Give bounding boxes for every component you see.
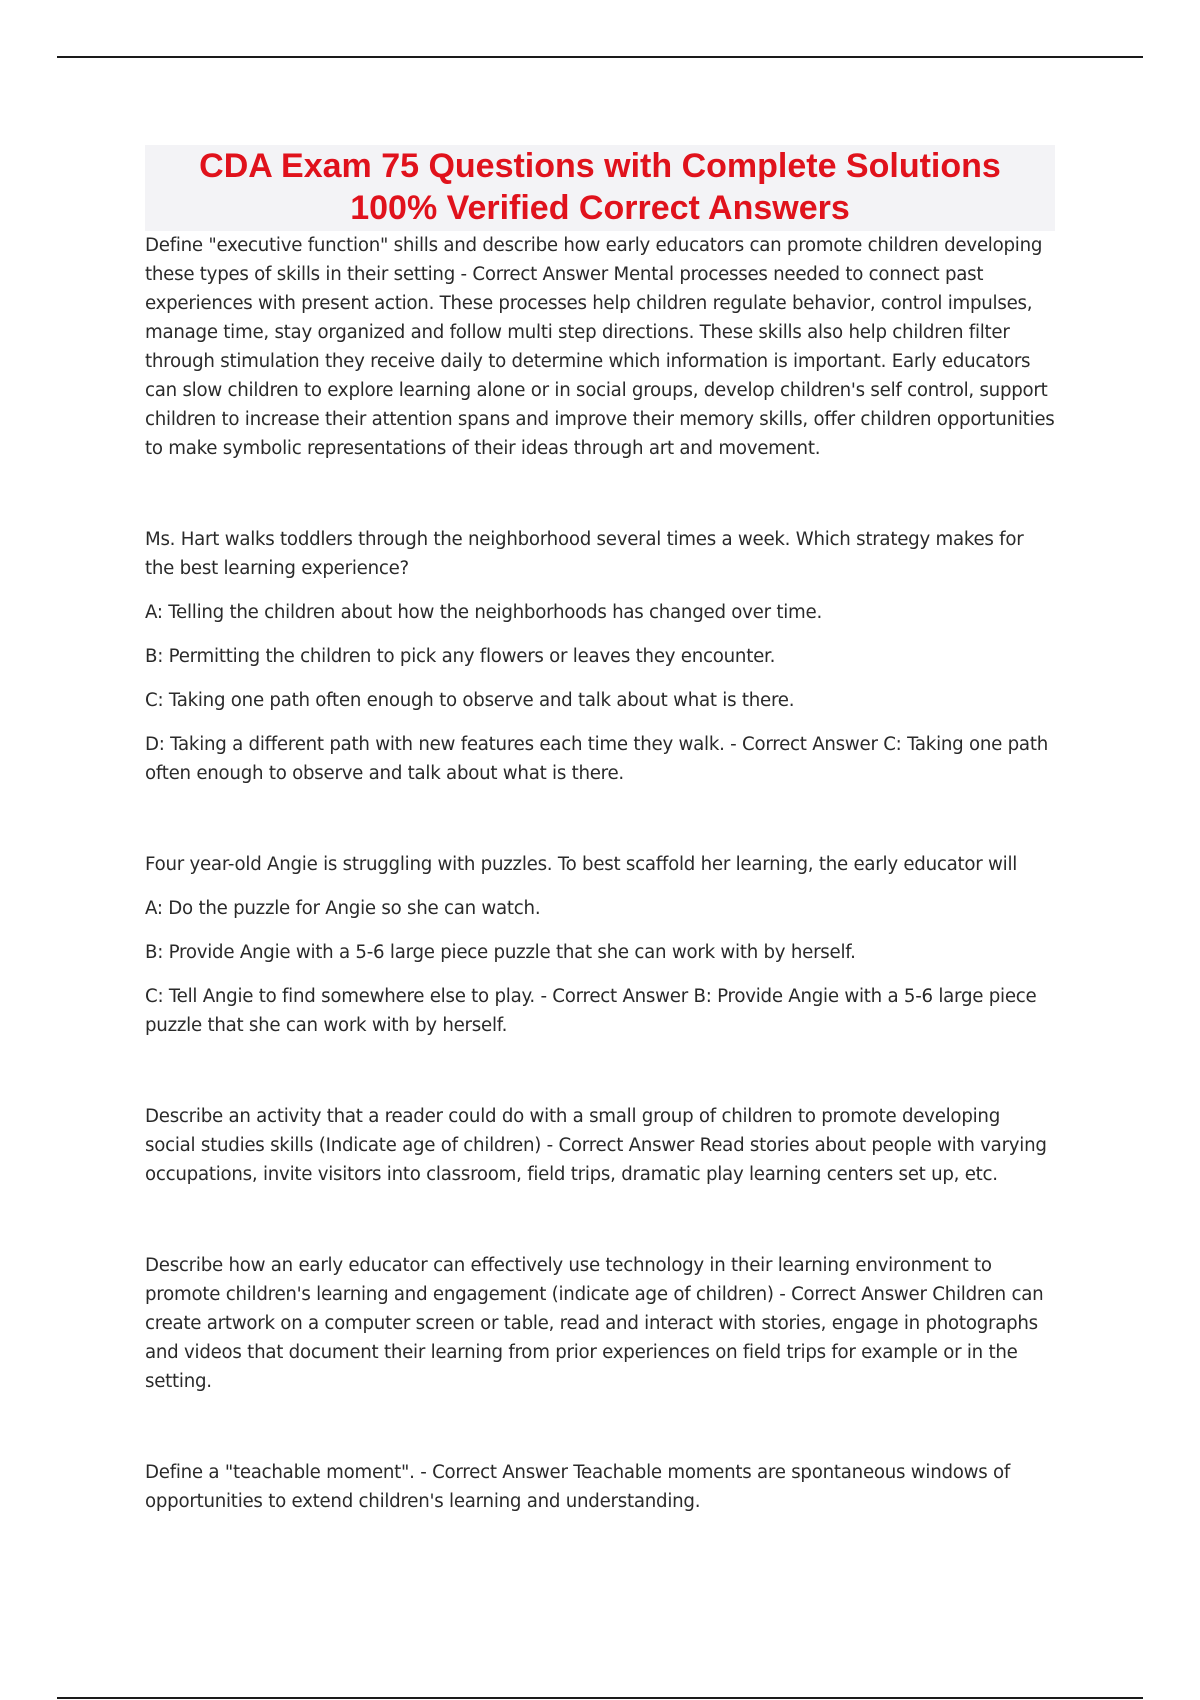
question-block-2 bbox=[145, 525, 1055, 788]
answer-option: B: Permitting the children to pick any flowers or leaves they encounter. bbox=[145, 646, 776, 667]
question-text: Ms. Hart walks toddlers through the neighborhood several times a week. Which strategy makes for the best learning experience? bbox=[145, 529, 1024, 579]
bottom-rule bbox=[57, 1697, 1143, 1699]
document-title bbox=[145, 145, 1055, 231]
question-text: Define a "teachable moment". - Correct Answer Teachable moments are spontaneous windows of opportunities to extend children's learning and understanding. bbox=[145, 1462, 1011, 1512]
answer-option: A: Telling the children about how the neighborhoods has changed over time. bbox=[145, 602, 822, 623]
answer-option: B: Provide Angie with a 5-6 large piece puzzle that she can work with by herself. bbox=[145, 942, 856, 963]
question-block-1 bbox=[145, 231, 1055, 463]
question-block-5 bbox=[145, 1251, 1055, 1396]
answer-option: A: Do the puzzle for Angie so she can watch. bbox=[145, 898, 541, 919]
answer-option: C: Taking one path often enough to observe and talk about what is there. bbox=[145, 690, 795, 711]
answer-option: D: Taking a different path with new features each time they walk. - Correct Answer C: Taking one path often enough to observe and talk about what is there. bbox=[145, 734, 1048, 784]
question-block-3 bbox=[145, 850, 1055, 1040]
question-block-6 bbox=[145, 1458, 1055, 1516]
title-line-2: 100% Verified Correct Answers bbox=[350, 189, 850, 227]
answer-option: C: Tell Angie to find somewhere else to play. - Correct Answer B: Provide Angie with a 5-6 large piece puzzle that she can work with by herself. bbox=[145, 986, 1037, 1036]
top-rule bbox=[57, 56, 1143, 58]
question-text: Describe an activity that a reader could do with a small group of children to promote developing social studies skills (Indicate age of children) - Correct Answer Read stories about people with varying occupations, invite visitors into classroom, field trips, dramatic play learning centers set up, etc. bbox=[145, 1106, 1047, 1185]
question-text: Describe how an early educator can effectively use technology in their learning environment to promote children's learning and engagement (indicate age of children) - Correct Answer Children can create artwork on a computer screen or table, read and interact with stories, engage in photographs and videos that document their learning from prior experiences on field trips for example or in the setting. bbox=[145, 1255, 1044, 1392]
title-line-1: CDA Exam 75 Questions with Complete Solutions bbox=[199, 147, 1001, 185]
question-text: Define "executive function" shills and describe how early educators can promote children developing these types of skills in their setting - Correct Answer Mental processes needed to connect past experiences with present action. These processes help children regulate behavior, control impulses, manage time, stay organized and follow multi step directions. These skills also help children filter through stimulation they receive daily to determine which information is important. Early educators can slow children to explore learning alone or in social groups, develop children's self control, support children to increase their attention spans and improve their memory skills, offer children opportunities to make symbolic representations of their ideas through art and movement. bbox=[145, 235, 1055, 459]
question-block-4 bbox=[145, 1102, 1055, 1189]
question-text: Four year-old Angie is struggling with puzzles. To best scaffold her learning, the early educator will bbox=[145, 854, 1018, 875]
document-page bbox=[145, 145, 1055, 1516]
